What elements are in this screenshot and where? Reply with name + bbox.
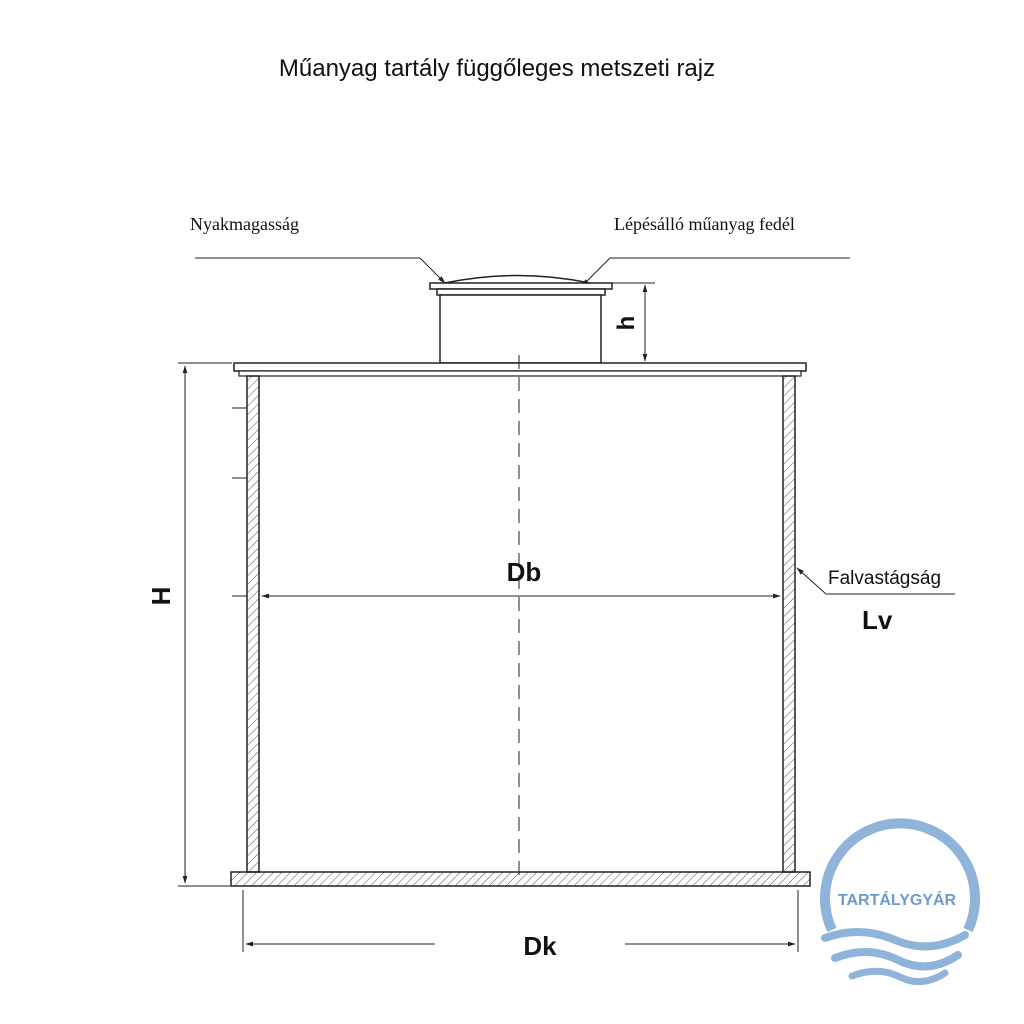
height-dim-label: H — [146, 586, 176, 606]
neck-dim-label: h — [613, 315, 640, 331]
logo-arc — [825, 823, 975, 930]
left-wall — [247, 376, 259, 872]
inner-diameter-label: Db — [506, 557, 542, 587]
callout-neck-height: Nyakmagasság — [190, 214, 299, 234]
neck-body — [440, 295, 601, 363]
logo-wave-1 — [825, 932, 965, 946]
logo-wave-2 — [835, 952, 958, 966]
top-plate-under — [239, 371, 801, 376]
top-plate — [234, 363, 806, 371]
lid-dome — [445, 276, 590, 284]
drawing-title: Műanyag tartály függőleges metszeti rajz — [278, 55, 716, 82]
callout-lid: Lépésálló műanyag fedél — [614, 214, 795, 234]
bottom-plate — [231, 872, 810, 886]
tartalygyar-logo — [825, 823, 975, 981]
right-wall — [783, 376, 795, 872]
lid-plate — [430, 283, 612, 289]
callout-neck-leader-diag — [420, 258, 445, 283]
wall-dim-label: Lv — [862, 605, 893, 635]
lid-rim — [437, 289, 605, 295]
logo-text: TARTÁLYGYÁR — [837, 892, 957, 909]
outer-diameter-label: Dk — [523, 931, 557, 961]
logo-wave-3 — [852, 971, 945, 981]
callout-wall-thickness: Falvastágság — [828, 568, 942, 589]
wall-callout-leader-diag — [797, 568, 826, 594]
